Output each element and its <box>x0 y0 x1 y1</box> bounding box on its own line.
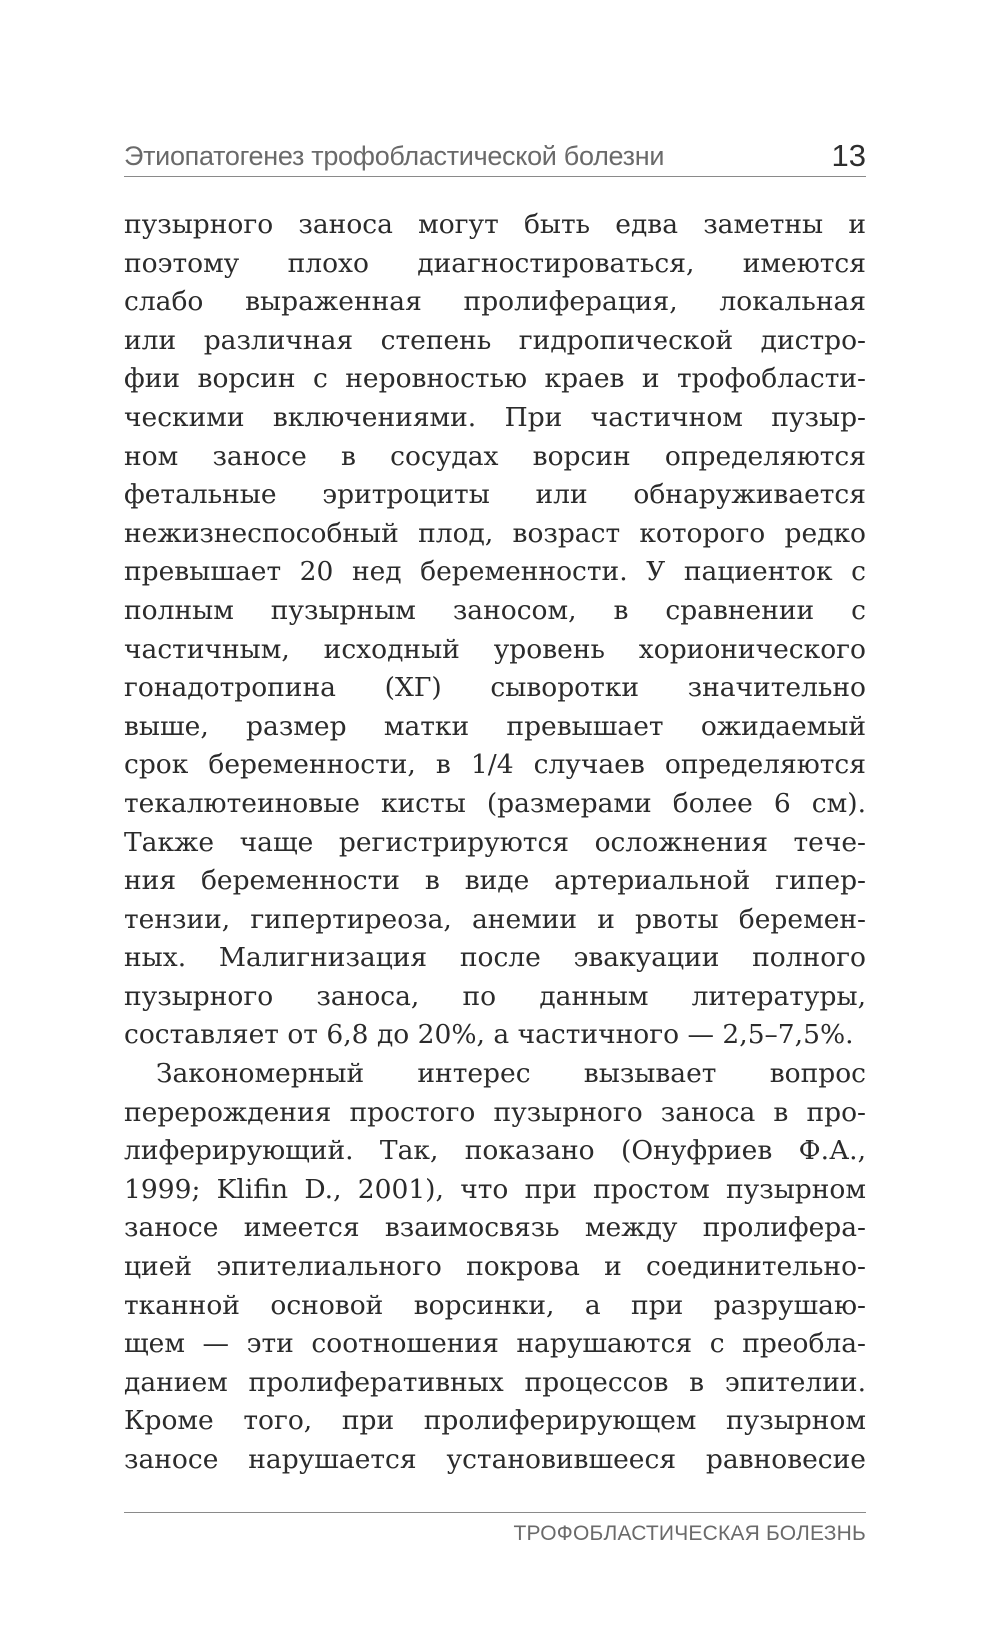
text-line: полным пузырным заносом, в сравнении с <box>124 594 866 626</box>
footer-divider <box>124 1512 866 1513</box>
text-line: заносе имеется взаимосвязь между пролифера- <box>124 1212 866 1244</box>
text-line: слабо выраженная пролиферация, локальная <box>124 286 866 318</box>
text-line: ном заносе в сосудах ворсин определяются <box>124 440 866 472</box>
text-line: превышает 20 нед беременности. У пациенток с <box>124 556 866 588</box>
text-line: цией эпителиального покрова и соединительно- <box>124 1251 866 1283</box>
running-header <box>124 132 866 176</box>
text-line: Кроме того, при пролиферирующем пузырном <box>124 1405 866 1437</box>
text-line: или различная степень гидропической дистро- <box>124 324 866 356</box>
text-line: гонадотропина (ХГ) сыворотки значительно <box>124 672 866 704</box>
body-text <box>124 206 866 1480</box>
header-divider <box>124 176 866 177</box>
text-line: тканной основой ворсинки, а при разрушаю- <box>124 1289 866 1321</box>
text-line: фии ворсин с неровностью краев и трофобласти- <box>124 363 866 395</box>
text-line: пузырного заноса могут быть едва заметны и <box>124 209 866 240</box>
chapter-title: Этиопатогенез трофобластической болезни <box>124 141 665 171</box>
text-line: нежизнеспособный плод, возраст которого редко <box>124 517 866 549</box>
text-line: тензии, гипертиреоза, анемии и рвоты беремен- <box>124 903 866 935</box>
text-line: поэтому плохо диагностироваться, имеются <box>124 247 866 279</box>
text-line: 1999; Klifin D., 2001), что при простом пузырном <box>124 1173 866 1205</box>
text-line: перерождения простого пузырного заноса в про- <box>124 1096 866 1128</box>
text-line: фетальные эритроциты или обнаруживается <box>124 479 866 511</box>
text-line: данием пролиферативных процессов в эпителии. <box>124 1366 866 1398</box>
text-line: лиферирующий. Так, показано (Онуфриев Ф.А., <box>124 1135 866 1167</box>
text-line: срок беременности, в 1/4 случаев определяются <box>124 749 866 781</box>
text-line: пузырного заноса, по данным литературы, <box>124 980 866 1012</box>
text-line: Также чаще регистрируются осложнения тече- <box>124 826 866 858</box>
text-line: ческими включениями. При частичном пузыр- <box>124 401 866 433</box>
text-line: заносе нарушается установившееся равновесие <box>124 1444 866 1475</box>
text-line: ния беременности в виде артериальной гипер- <box>124 865 866 897</box>
text-line: частичным, исходный уровень хорионического <box>124 633 866 665</box>
paragraph-first-line: Закономерный интерес вызывает вопрос <box>156 1058 866 1090</box>
paragraph-end-line: составляет от 6,8 до 20%, а частичного — 2,5–7,5%. <box>124 1019 854 1051</box>
text-line: текалютеиновые кисты (размерами более 6 см). <box>124 787 866 819</box>
text-line: щем — эти соотношения нарушаются с преобла- <box>124 1328 866 1360</box>
text-line: ных. Малигнизация после эвакуации полного <box>124 942 866 974</box>
page-number: 13 <box>831 138 866 173</box>
text-line: выше, размер матки превышает ожидаемый <box>124 710 866 742</box>
book-title-footer: ТРОФОБЛАСТИЧЕСКАЯ БОЛЕЗНЬ <box>513 1522 866 1545</box>
